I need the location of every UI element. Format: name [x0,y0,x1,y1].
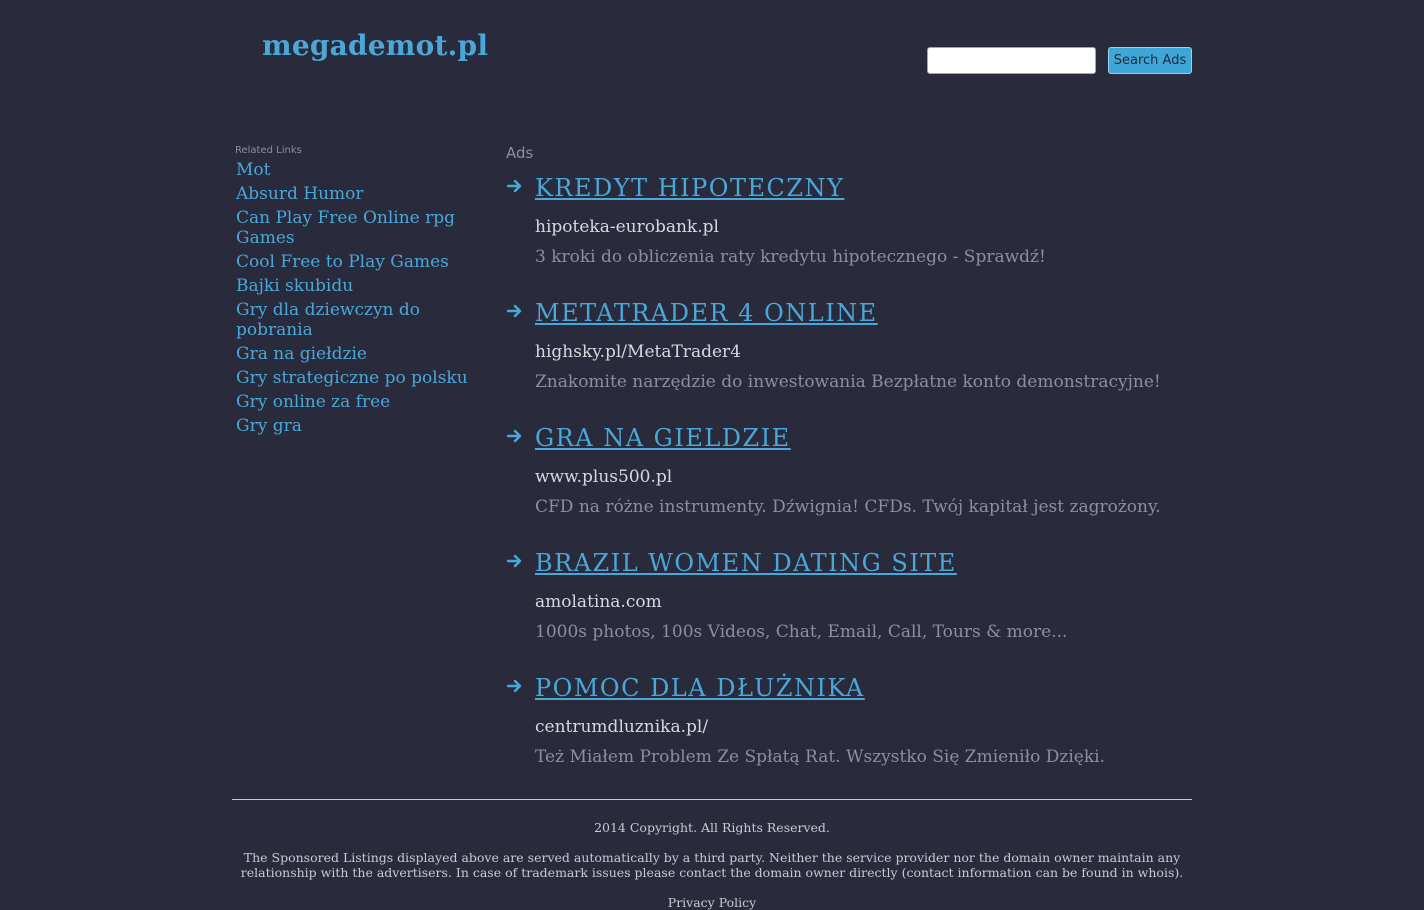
ad-title-link[interactable]: POMOC DLA DŁUŻNIKA [535,674,865,702]
ad-description: Też Miałem Problem Ze Spłatą Rat. Wszystko Się Zmieniło Dzięki. [535,747,1105,767]
privacy-policy-link[interactable]: Privacy Policy [667,895,757,910]
ad-description: 1000s photos, 100s Videos, Chat, Email, Call, Tours & more... [535,622,1068,642]
search-input[interactable] [927,47,1096,74]
related-link[interactable]: Bajki skubidu [236,276,354,296]
list-item [236,300,480,340]
ad-domain: centrumdluznika.pl/ [535,717,709,737]
related-link[interactable]: Can Play Free Online rpg Games [236,208,456,248]
list-item [236,344,480,364]
related-link[interactable]: Gry dla dziewczyn do pobrania [236,300,421,340]
ads-label: Ads [506,144,534,162]
footer-copyright: 2014 Copyright. All Rights Reserved. [594,820,830,835]
arrow-right-icon [506,177,524,195]
search-ads-button[interactable]: Search Ads [1108,47,1192,74]
list-item [236,416,480,436]
related-link[interactable]: Mot [236,160,271,180]
related-link[interactable]: Gry online za free [236,392,391,412]
related-links [235,144,480,440]
ad-title-link[interactable]: METATRADER 4 ONLINE [535,299,878,327]
list-item [236,208,480,248]
related-link[interactable]: Gry gra [236,416,302,436]
related-links-title: Related Links [235,145,302,156]
list-item [236,368,480,388]
footer-disclaimer: The Sponsored Listings displayed above are served automatically by a third party. Neither the service provider nor the domain owner maintain any relationship with the advertisers. In case of trademark issues please contact the domain owner directly (contact information can be found in whois). [240,850,1184,880]
list-item [236,392,480,412]
ad-title-link[interactable]: GRA NA GIELDZIE [535,424,791,452]
ad-title-link[interactable]: KREDYT HIPOTECZNY [535,174,845,202]
ad-domain: www.plus500.pl [535,467,673,487]
arrow-right-icon [506,677,524,695]
related-link[interactable]: Cool Free to Play Games [236,252,449,272]
related-link[interactable]: Gra na giełdzie [236,344,367,364]
arrow-right-icon [506,302,524,320]
ad-title-link[interactable]: BRAZIL WOMEN DATING SITE [535,549,957,577]
related-links-list [235,160,480,436]
arrow-right-icon [506,427,524,445]
site-title: megademot.pl [262,29,489,62]
related-link[interactable]: Absurd Humor [236,184,364,204]
arrow-right-icon [506,552,524,570]
ad-description: 3 kroki do obliczenia raty kredytu hipotecznego - Sprawdź! [535,247,1046,267]
ad-description: CFD na różne instrumenty. Dźwignia! CFDs. Twój kapitał jest zagrożony. [535,497,1161,517]
related-link[interactable]: Gry strategiczne po polsku [236,368,468,388]
list-item [236,276,480,296]
list-item [236,160,480,180]
ad-domain: highsky.pl/MetaTrader4 [535,342,741,362]
footer-divider [232,799,1192,800]
ad-description: Znakomite narzędzie do inwestowania Bezpłatne konto demonstracyjne! [535,372,1161,392]
ad-domain: amolatina.com [535,592,662,612]
list-item [236,252,480,272]
list-item [236,184,480,204]
ad-domain: hipoteka-eurobank.pl [535,217,719,237]
